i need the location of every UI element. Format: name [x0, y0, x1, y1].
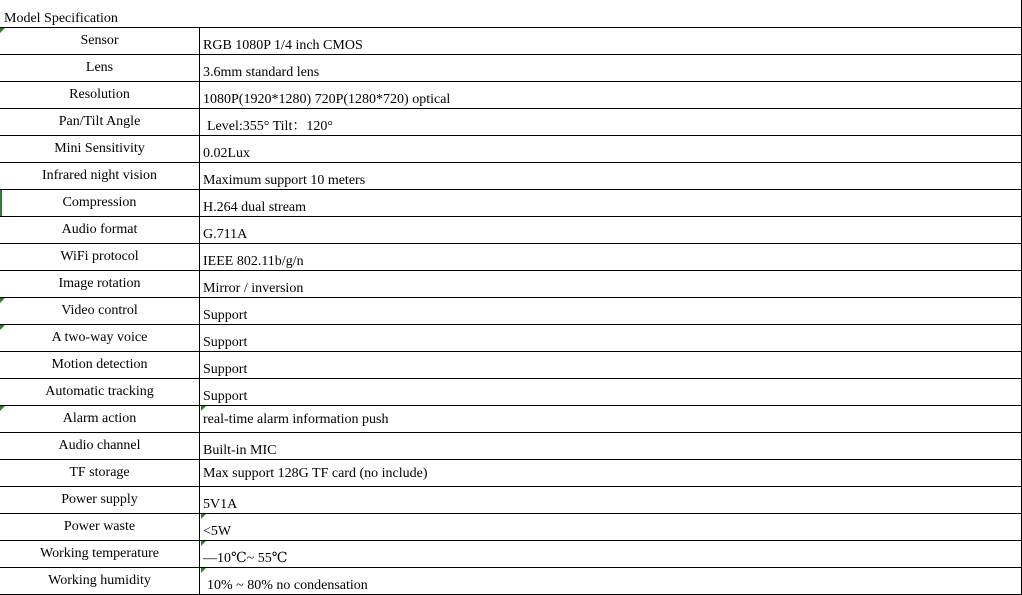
table-row: [0, 190, 1022, 217]
row-label: Pan/Tilt Angle: [0, 109, 200, 135]
comment-marker: [201, 541, 206, 546]
title-row: [0, 0, 1022, 28]
table-row: [0, 514, 1022, 541]
row-label: Motion detection: [0, 352, 200, 378]
row-label: Video control: [0, 298, 200, 324]
row-value: G.711A: [203, 227, 248, 242]
table-row: [0, 271, 1022, 298]
row-value: —10℃~ 55℃: [203, 551, 288, 566]
table-row: [0, 82, 1022, 109]
sheet-title: Model Specification: [4, 11, 118, 26]
table-row: [0, 487, 1022, 514]
row-label: Image rotation: [0, 271, 200, 297]
row-label: Mini Sensitivity: [0, 136, 200, 162]
row-label: Power waste: [0, 514, 200, 540]
row-label: Sensor: [0, 28, 200, 54]
row-value: 0.02Lux: [203, 146, 251, 161]
row-label: Working temperature: [0, 541, 200, 567]
row-value: Max support 128G TF card (no include): [203, 466, 428, 481]
table-row: [0, 325, 1022, 352]
table-row: [0, 244, 1022, 271]
row-value: 10% ~ 80% no condensation: [207, 578, 368, 593]
row-label: Infrared night vision: [0, 163, 200, 189]
table-row: [0, 136, 1022, 163]
row-value: RGB 1080P 1/4 inch CMOS: [203, 38, 363, 53]
row-label: Alarm action: [0, 406, 200, 432]
table-row: [0, 433, 1022, 460]
row-value: Support: [203, 308, 248, 323]
table-row: [0, 379, 1022, 406]
row-value: 5V1A: [203, 497, 238, 512]
row-label: Compression: [0, 190, 200, 216]
row-value: Support: [203, 362, 248, 377]
comment-marker: [201, 514, 206, 519]
row-value: real-time alarm information push: [203, 412, 389, 427]
row-value: Built-in MIC: [203, 443, 277, 458]
table-row: [0, 541, 1022, 568]
row-label: WiFi protocol: [0, 244, 200, 270]
row-value: H.264 dual stream: [203, 200, 307, 215]
row-label: A two-way voice: [0, 325, 200, 351]
row-value: Mirror / inversion: [203, 281, 304, 296]
row-label: Lens: [0, 55, 200, 81]
row-label: Audio format: [0, 217, 200, 243]
comment-marker: [0, 28, 5, 33]
row-label: TF storage: [0, 460, 200, 486]
row-value: 3.6mm standard lens: [203, 65, 320, 80]
table-row: [0, 406, 1022, 433]
table-row: [0, 55, 1022, 82]
comment-marker: [201, 568, 206, 573]
row-value: Support: [203, 335, 248, 350]
row-label: Audio channel: [0, 433, 200, 459]
row-value: Support: [203, 389, 248, 404]
table-row: [0, 109, 1022, 136]
spec-table: [0, 28, 1022, 595]
table-row: [0, 298, 1022, 325]
row-label: Automatic tracking: [0, 379, 200, 405]
comment-marker: [201, 406, 206, 411]
row-value: Maximum support 10 meters: [203, 173, 366, 188]
table-row: [0, 460, 1022, 487]
row-label: Working humidity: [0, 568, 200, 594]
table-row: [0, 163, 1022, 190]
table-row: [0, 217, 1022, 244]
row-value: 1080P(1920*1280) 720P(1280*720) optical: [203, 92, 451, 107]
row-value: Level:355° Tilt：120°: [207, 119, 333, 134]
table-row: [0, 568, 1022, 595]
table-row: [0, 352, 1022, 379]
row-label: Resolution: [0, 82, 200, 108]
row-value: <5W: [203, 524, 232, 539]
table-row: [0, 28, 1022, 55]
row-value: IEEE 802.11b/g/n: [203, 254, 304, 269]
row-label: Power supply: [0, 487, 200, 513]
